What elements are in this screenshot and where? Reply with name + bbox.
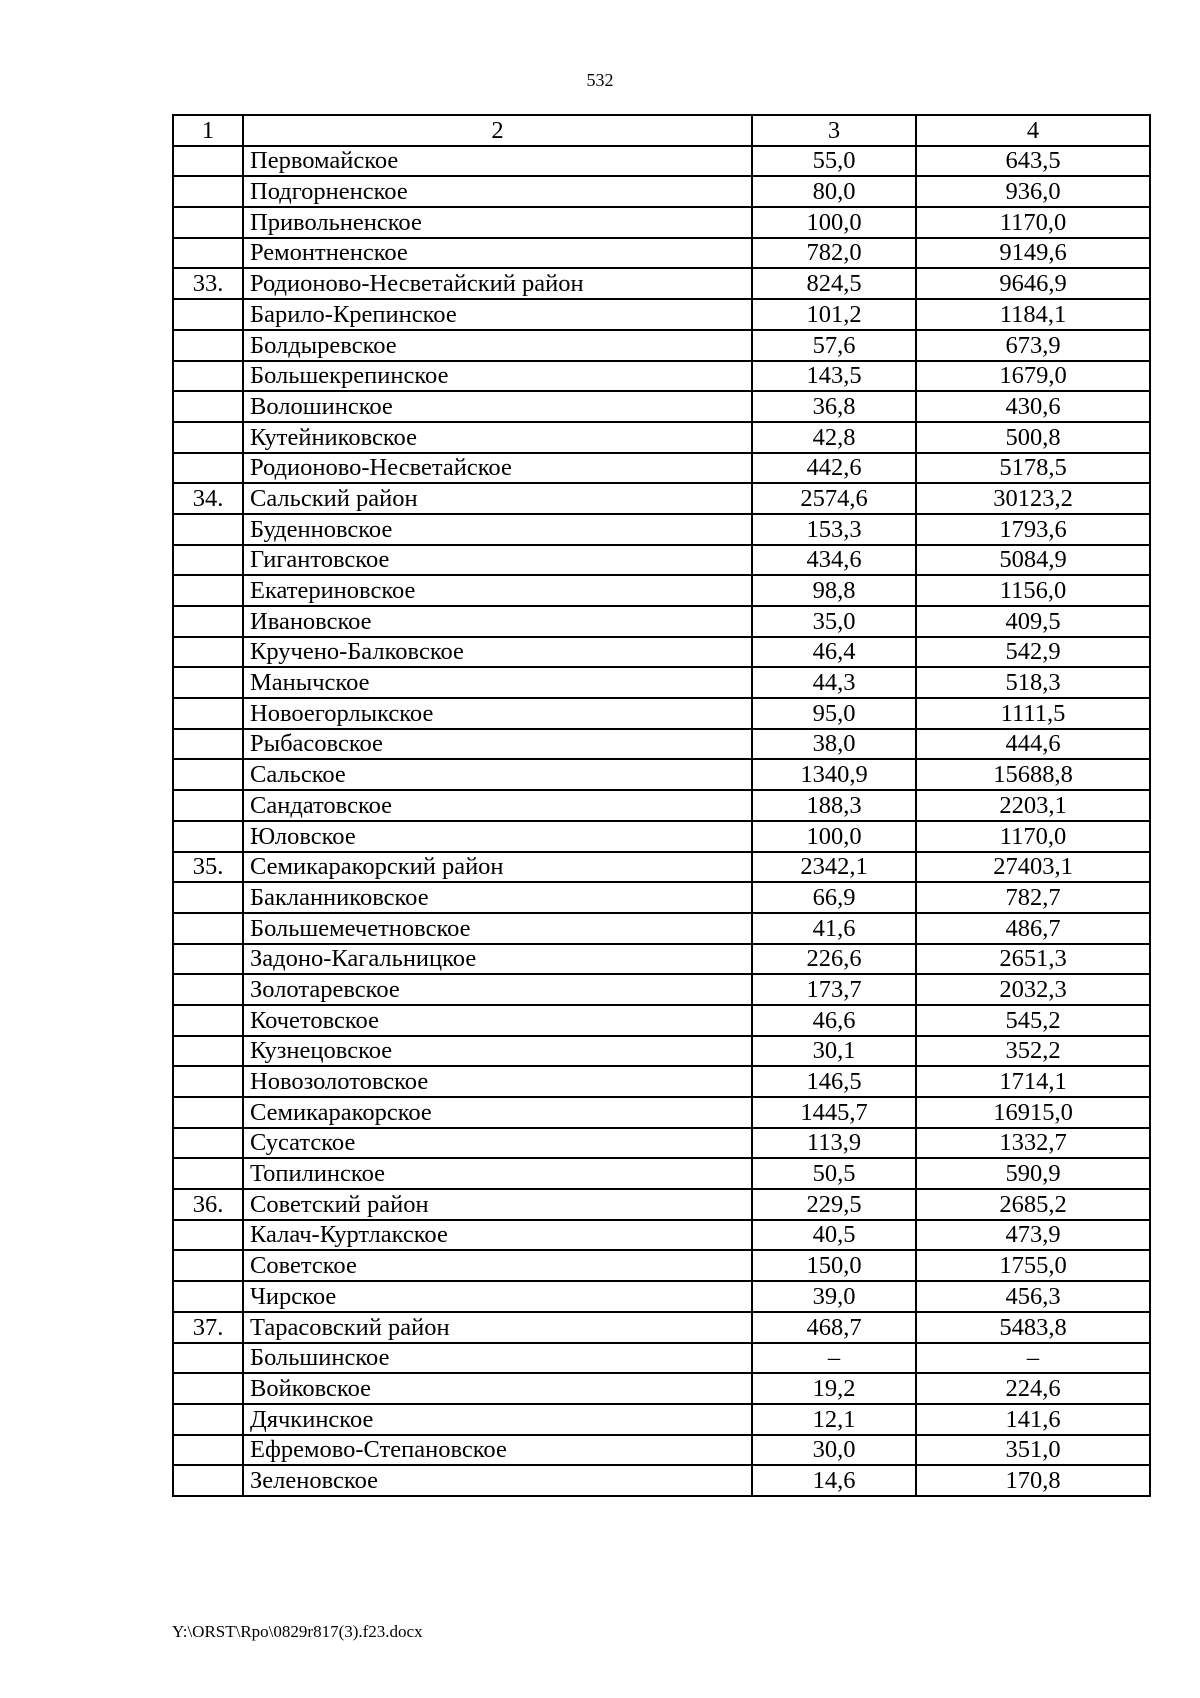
settlement-name-cell: Задоно-Кагальницкое (243, 944, 752, 975)
column-3-value-cell: 782,0 (752, 238, 916, 269)
column-3-value-cell: 35,0 (752, 606, 916, 637)
row-number-cell (173, 575, 243, 606)
table-row (173, 1312, 1150, 1343)
column-4-value-cell: 351,0 (916, 1435, 1150, 1466)
column-3-value-cell: 44,3 (752, 667, 916, 698)
row-number-cell (173, 1036, 243, 1067)
column-4-value-cell: 16915,0 (916, 1097, 1150, 1128)
column-3-value-cell: 30,0 (752, 1435, 916, 1466)
column-3-value-cell: 1445,7 (752, 1097, 916, 1128)
column-4-value-cell: 542,9 (916, 637, 1150, 668)
row-number-cell (173, 944, 243, 975)
column-4-value-cell: 1111,5 (916, 698, 1150, 729)
row-number-cell (173, 1250, 243, 1281)
settlement-name-cell: Родионово-Несветайский район (243, 268, 752, 299)
settlement-name-cell: Семикаракорский район (243, 852, 752, 883)
column-3-value-cell: 95,0 (752, 698, 916, 729)
table-row (173, 698, 1150, 729)
row-number-cell (173, 1465, 243, 1496)
column-4-value-cell: 473,9 (916, 1220, 1150, 1251)
table-row (173, 637, 1150, 668)
table-row (173, 176, 1150, 207)
table-row (173, 330, 1150, 361)
settlement-name-cell: Зеленовское (243, 1465, 752, 1496)
header-col-1: 1 (173, 115, 243, 146)
settlement-name-cell: Бакланниковское (243, 882, 752, 913)
column-3-value-cell: 55,0 (752, 146, 916, 177)
table-row (173, 1220, 1150, 1251)
column-4-value-cell: 27403,1 (916, 852, 1150, 883)
settlement-name-cell: Кочетовское (243, 1005, 752, 1036)
column-4-value-cell: 545,2 (916, 1005, 1150, 1036)
settlement-name-cell: Новозолотовское (243, 1066, 752, 1097)
column-3-value-cell: 173,7 (752, 974, 916, 1005)
column-4-value-cell: 430,6 (916, 391, 1150, 422)
column-4-value-cell: 643,5 (916, 146, 1150, 177)
file-path-footer: Y:\ORST\Rpo\0829r817(3).f23.docx (172, 1622, 423, 1641)
row-number-cell (173, 1220, 243, 1251)
settlement-name-cell: Екатериновское (243, 575, 752, 606)
column-4-value-cell: 1332,7 (916, 1128, 1150, 1159)
table-row (173, 1250, 1150, 1281)
page-number: 532 (586, 70, 614, 90)
column-3-value-cell: 46,4 (752, 637, 916, 668)
settlement-name-cell: Гигантовское (243, 545, 752, 576)
column-4-value-cell: 15688,8 (916, 759, 1150, 790)
table-row (173, 299, 1150, 330)
column-4-value-cell: 456,3 (916, 1281, 1150, 1312)
header-col-3: 3 (752, 115, 916, 146)
settlement-name-cell: Подгорненское (243, 176, 752, 207)
table-row (173, 852, 1150, 883)
settlement-name-cell: Чирское (243, 1281, 752, 1312)
row-number-cell (173, 1005, 243, 1036)
column-4-value-cell: 590,9 (916, 1158, 1150, 1189)
column-4-value-cell: 141,6 (916, 1404, 1150, 1435)
row-number-cell (173, 1066, 243, 1097)
column-4-value-cell: 500,8 (916, 422, 1150, 453)
column-3-value-cell: 40,5 (752, 1220, 916, 1251)
row-number-cell (173, 1097, 243, 1128)
column-3-value-cell: 434,6 (752, 545, 916, 576)
settlement-name-cell: Ремонтненское (243, 238, 752, 269)
row-number-cell (173, 361, 243, 392)
settlement-name-cell: Барило-Крепинское (243, 299, 752, 330)
column-4-value-cell: 170,8 (916, 1465, 1150, 1496)
settlement-name-cell: Манычское (243, 667, 752, 698)
table-row (173, 1373, 1150, 1404)
settlement-name-cell: Родионово-Несветайское (243, 453, 752, 484)
column-3-value-cell: 2342,1 (752, 852, 916, 883)
table-row (173, 1189, 1150, 1220)
row-number-cell: 36. (173, 1189, 243, 1220)
column-4-value-cell: 1793,6 (916, 514, 1150, 545)
row-number-cell (173, 698, 243, 729)
column-3-value-cell: 824,5 (752, 268, 916, 299)
table-row (173, 944, 1150, 975)
settlement-name-cell: Сандатовское (243, 790, 752, 821)
column-4-value-cell: 2651,3 (916, 944, 1150, 975)
table-row (173, 606, 1150, 637)
row-number-cell (173, 1128, 243, 1159)
column-4-value-cell: 9646,9 (916, 268, 1150, 299)
settlement-name-cell: Новоегорлыкское (243, 698, 752, 729)
column-4-value-cell: 5483,8 (916, 1312, 1150, 1343)
column-4-value-cell: 30123,2 (916, 483, 1150, 514)
settlement-name-cell: Топилинское (243, 1158, 752, 1189)
settlement-name-cell: Привольненское (243, 207, 752, 238)
table-row (173, 1281, 1150, 1312)
row-number-cell (173, 238, 243, 269)
settlement-name-cell: Войковское (243, 1373, 752, 1404)
table-row (173, 1343, 1150, 1374)
column-3-value-cell: 30,1 (752, 1036, 916, 1067)
table-row (173, 759, 1150, 790)
column-4-value-cell: 2685,2 (916, 1189, 1150, 1220)
column-3-value-cell: 80,0 (752, 176, 916, 207)
row-number-cell (173, 913, 243, 944)
column-4-value-cell: 5178,5 (916, 453, 1150, 484)
settlement-name-cell: Ивановское (243, 606, 752, 637)
settlement-name-cell: Первомайское (243, 146, 752, 177)
row-number-cell (173, 1281, 243, 1312)
settlement-name-cell: Большекрепинское (243, 361, 752, 392)
column-4-value-cell: 444,6 (916, 729, 1150, 760)
table-row (173, 1066, 1150, 1097)
column-3-value-cell: 101,2 (752, 299, 916, 330)
table-row (173, 1465, 1150, 1496)
row-number-cell (173, 729, 243, 760)
row-number-cell (173, 759, 243, 790)
row-number-cell (173, 606, 243, 637)
row-number-cell (173, 146, 243, 177)
table-row (173, 913, 1150, 944)
table-row (173, 1005, 1150, 1036)
column-3-value-cell: 14,6 (752, 1465, 916, 1496)
row-number-cell (173, 422, 243, 453)
column-3-value-cell: 229,5 (752, 1189, 916, 1220)
settlement-name-cell: Волошинское (243, 391, 752, 422)
row-number-cell (173, 1435, 243, 1466)
column-3-value-cell: 150,0 (752, 1250, 916, 1281)
settlement-name-cell: Сальский район (243, 483, 752, 514)
settlement-name-cell: Болдыревское (243, 330, 752, 361)
settlement-name-cell: Советский район (243, 1189, 752, 1220)
column-3-value-cell: 143,5 (752, 361, 916, 392)
row-number-cell: 37. (173, 1312, 243, 1343)
column-4-value-cell: 9149,6 (916, 238, 1150, 269)
column-3-value-cell: 38,0 (752, 729, 916, 760)
settlement-name-cell: Большемечетновское (243, 913, 752, 944)
settlement-name-cell: Калач-Куртлакское (243, 1220, 752, 1251)
column-4-value-cell: 1184,1 (916, 299, 1150, 330)
table-row (173, 207, 1150, 238)
table-row (173, 1158, 1150, 1189)
column-3-value-cell: 146,5 (752, 1066, 916, 1097)
table-row (173, 422, 1150, 453)
row-number-cell: 35. (173, 852, 243, 883)
table-row (173, 238, 1150, 269)
table-header-row (173, 115, 1150, 146)
row-number-cell (173, 207, 243, 238)
table-row (173, 1097, 1150, 1128)
column-4-value-cell: 409,5 (916, 606, 1150, 637)
row-number-cell (173, 299, 243, 330)
settlement-name-cell: Рыбасовское (243, 729, 752, 760)
column-4-value-cell: 1170,0 (916, 207, 1150, 238)
row-number-cell: 33. (173, 268, 243, 299)
settlement-name-cell: Сусатское (243, 1128, 752, 1159)
row-number-cell: 34. (173, 483, 243, 514)
table-row (173, 667, 1150, 698)
table-row (173, 882, 1150, 913)
table-row (173, 575, 1150, 606)
column-4-value-cell: 224,6 (916, 1373, 1150, 1404)
settlement-name-cell: Юловское (243, 821, 752, 852)
settlement-name-cell: Золотаревское (243, 974, 752, 1005)
column-3-value-cell: 66,9 (752, 882, 916, 913)
row-number-cell (173, 882, 243, 913)
table-row (173, 729, 1150, 760)
column-4-value-cell: – (916, 1343, 1150, 1374)
settlement-name-cell: Буденновское (243, 514, 752, 545)
column-3-value-cell: 98,8 (752, 575, 916, 606)
column-3-value-cell: 153,3 (752, 514, 916, 545)
row-number-cell (173, 391, 243, 422)
column-4-value-cell: 1755,0 (916, 1250, 1150, 1281)
row-number-cell (173, 1158, 243, 1189)
table-row (173, 1404, 1150, 1435)
column-3-value-cell: 1340,9 (752, 759, 916, 790)
column-3-value-cell: 50,5 (752, 1158, 916, 1189)
settlement-name-cell: Большинское (243, 1343, 752, 1374)
header-col-2: 2 (243, 115, 752, 146)
settlement-name-cell: Семикаракорское (243, 1097, 752, 1128)
table-row (173, 453, 1150, 484)
column-3-value-cell: 39,0 (752, 1281, 916, 1312)
column-3-value-cell: 100,0 (752, 207, 916, 238)
column-4-value-cell: 486,7 (916, 913, 1150, 944)
row-number-cell (173, 1404, 243, 1435)
column-4-value-cell: 1170,0 (916, 821, 1150, 852)
column-3-value-cell: 113,9 (752, 1128, 916, 1159)
column-3-value-cell: 42,8 (752, 422, 916, 453)
row-number-cell (173, 667, 243, 698)
row-number-cell (173, 1343, 243, 1374)
row-number-cell (173, 176, 243, 207)
column-3-value-cell: 36,8 (752, 391, 916, 422)
table-row (173, 268, 1150, 299)
column-4-value-cell: 5084,9 (916, 545, 1150, 576)
row-number-cell (173, 821, 243, 852)
column-4-value-cell: 2032,3 (916, 974, 1150, 1005)
settlement-name-cell: Советское (243, 1250, 752, 1281)
settlement-name-cell: Тарасовский район (243, 1312, 752, 1343)
column-3-value-cell: 19,2 (752, 1373, 916, 1404)
settlement-name-cell: Сальское (243, 759, 752, 790)
table-row (173, 361, 1150, 392)
settlement-name-cell: Дячкинское (243, 1404, 752, 1435)
settlement-name-cell: Ефремово-Степановское (243, 1435, 752, 1466)
column-3-value-cell: 226,6 (752, 944, 916, 975)
table-row (173, 146, 1150, 177)
table-row (173, 391, 1150, 422)
row-number-cell (173, 1373, 243, 1404)
column-3-value-cell: 57,6 (752, 330, 916, 361)
table-row (173, 821, 1150, 852)
column-3-value-cell: 12,1 (752, 1404, 916, 1435)
table-row (173, 483, 1150, 514)
column-3-value-cell: 2574,6 (752, 483, 916, 514)
column-3-value-cell: 188,3 (752, 790, 916, 821)
table-row (173, 790, 1150, 821)
settlement-name-cell: Кутейниковское (243, 422, 752, 453)
column-4-value-cell: 518,3 (916, 667, 1150, 698)
header-col-4: 4 (916, 115, 1150, 146)
table-row (173, 974, 1150, 1005)
table-row (173, 514, 1150, 545)
settlement-name-cell: Кузнецовское (243, 1036, 752, 1067)
row-number-cell (173, 330, 243, 361)
table-body (173, 146, 1150, 1496)
row-number-cell (173, 637, 243, 668)
column-4-value-cell: 673,9 (916, 330, 1150, 361)
settlement-name-cell: Кручено-Балковское (243, 637, 752, 668)
column-4-value-cell: 352,2 (916, 1036, 1150, 1067)
column-4-value-cell: 2203,1 (916, 790, 1150, 821)
column-3-value-cell: – (752, 1343, 916, 1374)
column-3-value-cell: 468,7 (752, 1312, 916, 1343)
table-row (173, 1036, 1150, 1067)
table-row (173, 1435, 1150, 1466)
row-number-cell (173, 453, 243, 484)
row-number-cell (173, 974, 243, 1005)
column-4-value-cell: 936,0 (916, 176, 1150, 207)
data-table (172, 114, 1151, 1497)
column-3-value-cell: 41,6 (752, 913, 916, 944)
column-4-value-cell: 1714,1 (916, 1066, 1150, 1097)
column-4-value-cell: 1156,0 (916, 575, 1150, 606)
row-number-cell (173, 545, 243, 576)
column-3-value-cell: 46,6 (752, 1005, 916, 1036)
row-number-cell (173, 790, 243, 821)
column-3-value-cell: 442,6 (752, 453, 916, 484)
table-row (173, 545, 1150, 576)
row-number-cell (173, 514, 243, 545)
column-4-value-cell: 782,7 (916, 882, 1150, 913)
column-4-value-cell: 1679,0 (916, 361, 1150, 392)
table-row (173, 1128, 1150, 1159)
column-3-value-cell: 100,0 (752, 821, 916, 852)
